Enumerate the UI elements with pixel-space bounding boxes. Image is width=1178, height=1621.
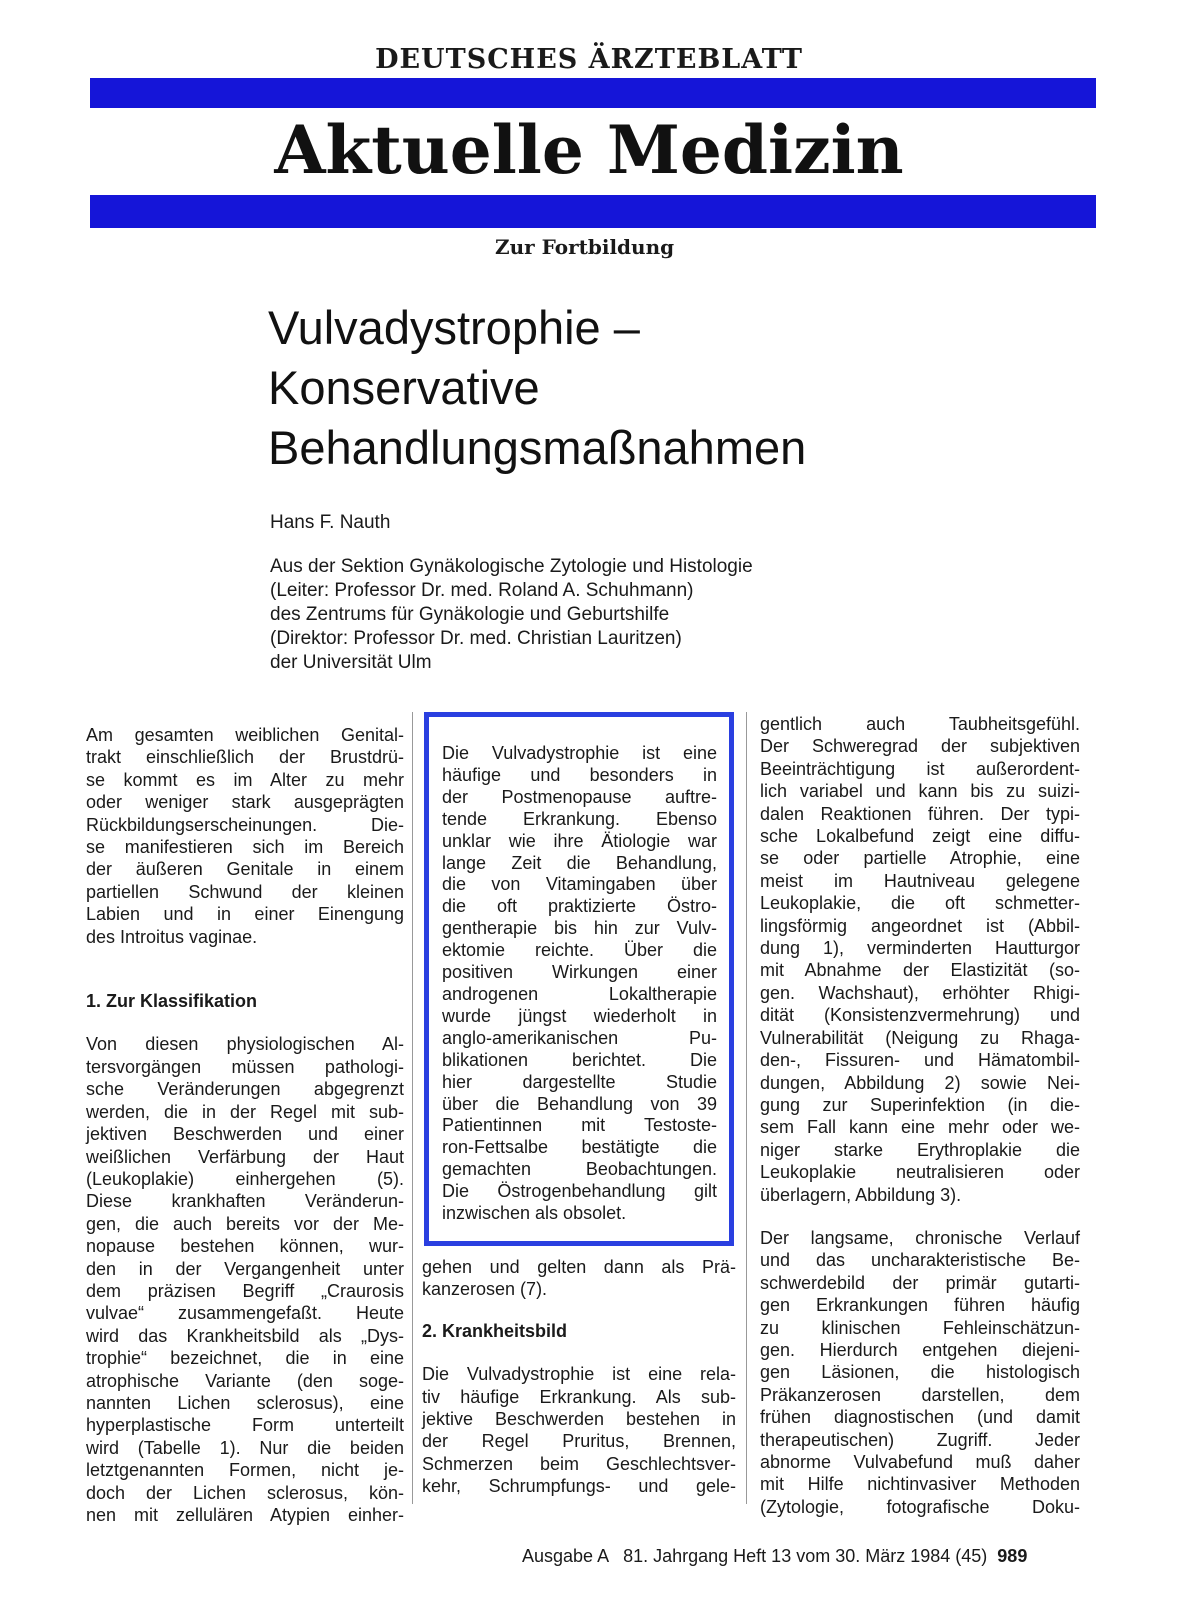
text-line: Schmerzen beim Geschlechtsver-: [422, 1453, 736, 1474]
text-line: der äußeren Genitale in einem: [86, 859, 404, 880]
text-line: die von Vitamingaben über: [442, 874, 717, 895]
text-line: jektive Beschwerden bestehen in: [422, 1409, 736, 1430]
text-line: der Postmenopause auftre-: [442, 786, 717, 807]
paragraph-verlauf: [760, 1227, 1080, 1518]
text-line: blikationen berichtet. Die: [442, 1049, 717, 1070]
text-line: (Zytologie, fotografische Doku-: [760, 1496, 1080, 1517]
text-line: nannten Lichen sclerosus), eine: [86, 1392, 404, 1413]
text-line: überlagern, Abbildung 3).: [760, 1184, 962, 1205]
abstract-box: [424, 712, 734, 1246]
text-line: jektiven Beschwerden und einer: [86, 1124, 404, 1145]
text-line: sem Fall kann eine mehr oder we-: [760, 1117, 1080, 1138]
text-line: atrophische Variante (den soge-: [86, 1370, 404, 1391]
text-line: Die Östrogenbehandlung gilt: [442, 1181, 717, 1202]
text-line: partiellen Schwund der kleinen: [86, 881, 404, 902]
text-line: trophie“ bezeichnet, die in eine: [86, 1348, 404, 1369]
text-line: androgenen Lokaltherapie: [442, 983, 717, 1004]
text-line: abnorme Vulvabefund muß daher: [760, 1452, 1080, 1472]
text-line: sche Lokalbefund zeigt eine diffu-: [760, 826, 1080, 847]
text-line: dem präzisen Begriff „Craurosis: [86, 1280, 404, 1301]
text-line: tende Erkrankung. Ebenso: [442, 808, 717, 829]
text-line: Diese krankhaften Veränderun-: [86, 1191, 404, 1212]
text-line: gen Erkrankungen führen häufig: [760, 1295, 1080, 1316]
text-line: ektomie reichte. Über die: [442, 940, 717, 961]
text-line: des Introitus vaginae.: [86, 926, 258, 947]
text-line: über die Behandlung von 39: [442, 1093, 717, 1114]
text-line: nen mit zellulären Atypien einher-: [86, 1505, 404, 1525]
affiliation-line: (Leiter: Professor Dr. med. Roland A. Schuhmann): [270, 580, 694, 601]
text-line: Am gesamten weiblichen Genital-: [86, 725, 404, 745]
title-line: Konservative: [268, 361, 540, 414]
text-line: dungen, Abbildung 2) sowie Nei-: [760, 1072, 1080, 1093]
text-line: tersvorgängen müssen pathologi-: [86, 1056, 404, 1077]
affiliation-line: (Direktor: Professor Dr. med. Christian Lauritzen): [270, 628, 682, 649]
page-number: 989: [997, 1546, 1028, 1566]
text-line: frühen diagnostischen (und damit: [760, 1407, 1080, 1428]
column-3: [760, 713, 1080, 1518]
text-line: (Leukoplakie) einhergehen (5).: [86, 1168, 404, 1189]
author: Hans F. Nauth: [270, 512, 391, 533]
text-line: Labien und in einer Einengung: [86, 904, 404, 925]
text-line: zu klinischen Fehleinschätzun-: [760, 1317, 1080, 1338]
text-line: Die Vulvadystrophie ist eine rela-: [422, 1364, 736, 1385]
text-line: gen. Wachshaut), erhöhter Rhigi-: [760, 982, 1080, 1003]
text-line: gentlich auch Taubheitsgefühl.: [760, 714, 1080, 734]
text-line: dalen Reaktionen führen. Der typi-: [760, 803, 1080, 824]
paragraph-krankheitsbild: [422, 1363, 736, 1497]
text-line: positiven Wirkungen einer: [442, 962, 717, 983]
text-line: se manifestieren sich im Bereich: [86, 837, 404, 858]
text-line: Präkanzerosen darstellen, dem: [760, 1384, 1080, 1405]
text-line: sche Veränderungen abgegrenzt: [86, 1079, 404, 1100]
text-line: werden, die in der Regel mit sub-: [86, 1101, 404, 1122]
text-line: den in der Vergangenheit unter: [86, 1258, 404, 1279]
abstract-text: [442, 743, 717, 1225]
text-line: kehr, Schrumpfungs- und gele-: [422, 1476, 736, 1497]
text-line: wird (Tabelle 1). Nur die beiden: [86, 1437, 404, 1458]
text-line: se oder partielle Atrophie, eine: [760, 848, 1080, 869]
text-line: gung zur Superinfektion (in die-: [760, 1094, 1080, 1115]
text-line: inzwischen als obsolet.: [442, 1203, 627, 1224]
paragraph-symptoms: [760, 713, 1080, 1206]
text-line: se kommt es im Alter zu mehr: [86, 769, 404, 790]
text-line: Leukoplakie, die oft schmetter-: [760, 893, 1080, 914]
text-line: kanzerosen (7).: [422, 1279, 548, 1300]
text-line: trakt einschließlich der Brustdrü-: [86, 747, 404, 768]
text-line: oder weniger stark ausgeprägten: [86, 792, 404, 813]
text-line: Rückbildungserscheinungen. Die-: [86, 814, 404, 835]
text-line: tiv häufige Erkrankung. Als sub-: [422, 1386, 736, 1407]
text-line: schwerdebild der primär gutarti-: [760, 1272, 1080, 1293]
text-line: Von diesen physiologischen Al-: [86, 1034, 404, 1055]
text-line: und das uncharakteristische Be-: [760, 1250, 1080, 1271]
text-line: den-, Fissuren- und Hämatombil-: [760, 1050, 1080, 1071]
text-line: gen Läsionen, die histologisch: [760, 1362, 1080, 1383]
subsection-text: Zur Fortbildung: [495, 235, 675, 259]
column-rule: [412, 712, 413, 1504]
text-line: doch der Lichen sclerosus, kön-: [86, 1482, 404, 1503]
text-line: Der Schweregrad der subjektiven: [760, 736, 1080, 757]
continuation-paragraph: [422, 1256, 736, 1301]
text-line: vulvae“ zusammengefaßt. Heute: [86, 1303, 404, 1324]
text-line: letztgenannten Formen, nicht je-: [86, 1460, 404, 1481]
text-line: wird das Krankheitsbild als „Dys-: [86, 1325, 404, 1346]
affiliation-line: Aus der Sektion Gynäkologische Zytologie und Histologie: [270, 556, 753, 577]
article-title: [268, 298, 806, 478]
text-line: gemachten Beobachtungen.: [442, 1159, 717, 1180]
paragraph-klassifikation: [86, 1033, 404, 1526]
title-line: Vulvadystrophie –: [268, 301, 640, 354]
issue-info: Ausgabe A 81. Jahrgang Heft 13 vom 30. März 1984 (45): [522, 1546, 988, 1566]
text-line: gen, die auch bereits vor der Me-: [86, 1213, 404, 1234]
text-line: lich variabel und kann bis zu suizi-: [760, 781, 1080, 802]
text-line: mit Abnahme der Elastizität (so-: [760, 960, 1080, 981]
intro-paragraph: [86, 724, 404, 948]
text-line: Leukoplakie neutralisieren oder: [760, 1162, 1080, 1183]
text-line: wurde jüngst wiederholt in: [442, 1005, 717, 1026]
column-1: [86, 724, 404, 1526]
text-line: Vulnerabilität (Neigung zu Rhaga-: [760, 1027, 1080, 1048]
footer: [522, 1546, 1027, 1567]
text-line: hier dargestellte Studie: [442, 1071, 717, 1092]
heading-krankheitsbild: 2. Krankheitsbild: [422, 1320, 568, 1341]
affiliation-line: der Universität Ulm: [270, 652, 432, 673]
text-line: Patientinnen mit Testoste-: [442, 1115, 717, 1136]
text-line: der Regel Pruritus, Brennen,: [422, 1431, 736, 1452]
text-line: Die Vulvadystrophie ist eine: [442, 743, 717, 763]
text-line: unklar wie ihre Ätiologie war: [442, 830, 717, 851]
affiliation-line: des Zentrums für Gynäkologie und Geburtshilfe: [270, 604, 670, 625]
text-line: therapeutischen) Zugriff. Jeder: [760, 1429, 1080, 1450]
column-rule: [746, 712, 747, 1504]
text-line: anglo-amerikanischen Pu-: [442, 1027, 717, 1048]
text-line: mit Hilfe nichtinvasiver Methoden: [760, 1474, 1080, 1495]
text-line: gen. Hierdurch entgehen diejeni-: [760, 1339, 1080, 1360]
text-line: lange Zeit die Behandlung,: [442, 852, 717, 873]
text-line: niger starke Erythroplakie die: [760, 1139, 1080, 1160]
text-line: nopause bestehen können, wur-: [86, 1236, 404, 1257]
title-line: Behandlungsmaßnahmen: [268, 421, 807, 474]
text-line: häufige und besonders in: [442, 764, 717, 785]
text-line: Der langsame, chronische Verlauf: [760, 1227, 1080, 1248]
journal-name: DEUTSCHES ÄRZTEBLATT: [375, 44, 803, 75]
text-line: weißlichen Verfärbung der Haut: [86, 1146, 404, 1167]
text-line: dität (Konsistenzvermehrung) und: [760, 1005, 1080, 1026]
heading-klassifikation: 1. Zur Klassifikation: [86, 991, 258, 1012]
text-line: hyperplastische Form unterteilt: [86, 1415, 404, 1436]
text-line: ron-Fettsalbe bestätigte die: [442, 1137, 717, 1158]
text-line: meist im Hautniveau gelegene: [760, 870, 1080, 891]
section-title: Aktuelle Medizin: [274, 111, 904, 189]
header-bar-top: [90, 78, 1096, 108]
header-bar-bottom: [90, 195, 1096, 228]
text-line: gentherapie bis hin zur Vulv-: [442, 918, 717, 939]
column-2: [422, 1256, 736, 1498]
affiliation: [270, 555, 753, 675]
text-line: dung 1), verminderten Hautturgor: [760, 938, 1080, 959]
text-line: Beeinträchtigung ist außerordent-: [760, 758, 1080, 779]
text-line: die oft praktizierte Östro-: [442, 896, 717, 917]
text-line: gehen und gelten dann als Prä-: [422, 1257, 736, 1277]
text-line: lingsförmig angeordnet ist (Abbil-: [760, 915, 1080, 936]
